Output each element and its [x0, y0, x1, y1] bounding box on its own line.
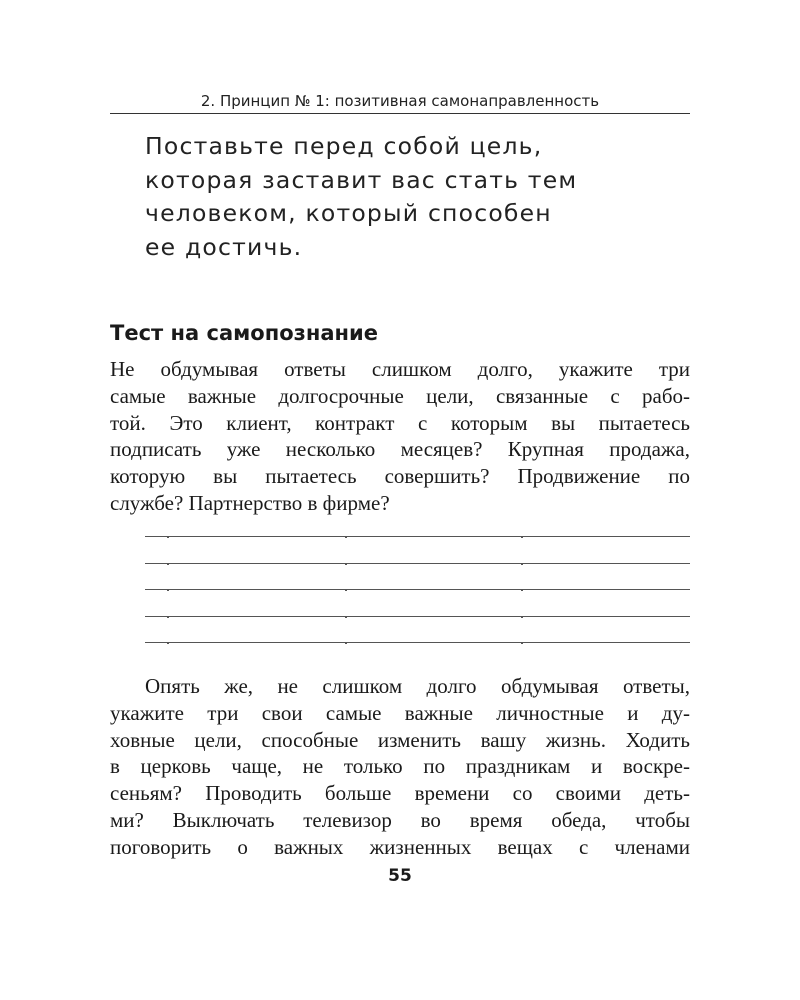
answer-line[interactable] — [145, 563, 690, 564]
answer-line[interactable] — [145, 616, 690, 617]
header-rule — [110, 113, 690, 114]
quote-line: ее достичь. — [145, 232, 303, 261]
paragraph-personal-goals — [110, 673, 690, 861]
text-line: которую вы пытаетесь совершить? Продвижение по — [110, 464, 690, 489]
text-line: Не обдумывая ответы слишком долго, укажите три — [110, 357, 690, 381]
text-line: сеньям? Проводить больше времени со своими деть- — [110, 781, 690, 806]
pull-quote — [145, 130, 705, 264]
answer-lines — [145, 536, 690, 669]
text-line: службе? Партнерство в фирме? — [110, 490, 390, 515]
quote-line: Поставьте перед собой цель, — [145, 132, 543, 160]
text-line: поговорить о важных жизненных вещах с членами — [110, 834, 690, 859]
text-line: Опять же, не слишком долго обдумывая ответы, — [145, 674, 690, 698]
answer-line[interactable] — [145, 642, 690, 643]
running-head: 2. Принцип № 1: позитивная самонаправленность — [200, 92, 600, 110]
quote-line: человеком, который способен — [145, 199, 552, 227]
page-number: 55 — [388, 866, 412, 886]
answer-line[interactable] — [145, 589, 690, 590]
text-line: подписать уже несколько месяцев? Крупная продажа, — [110, 437, 690, 462]
paragraph-work-goals — [110, 356, 690, 517]
section-title: Тест на самопознание — [110, 321, 378, 345]
text-line: в церковь чаще, не только по праздникам и воскре- — [110, 754, 690, 779]
text-line: укажите три свои самые важные личностные и ду- — [110, 700, 690, 725]
answer-line[interactable] — [145, 536, 690, 537]
text-line: ховные цели, способные изменить вашу жизнь. Ходить — [110, 727, 690, 752]
text-line: той. Это клиент, контракт с которым вы пытаетесь — [110, 410, 690, 435]
text-line: ми? Выключать телевизор во время обеда, чтобы — [110, 807, 690, 832]
text-line: самые важные долгосрочные цели, связанные с рабо- — [110, 383, 690, 408]
quote-line: которая заставит вас стать тем — [145, 165, 578, 194]
